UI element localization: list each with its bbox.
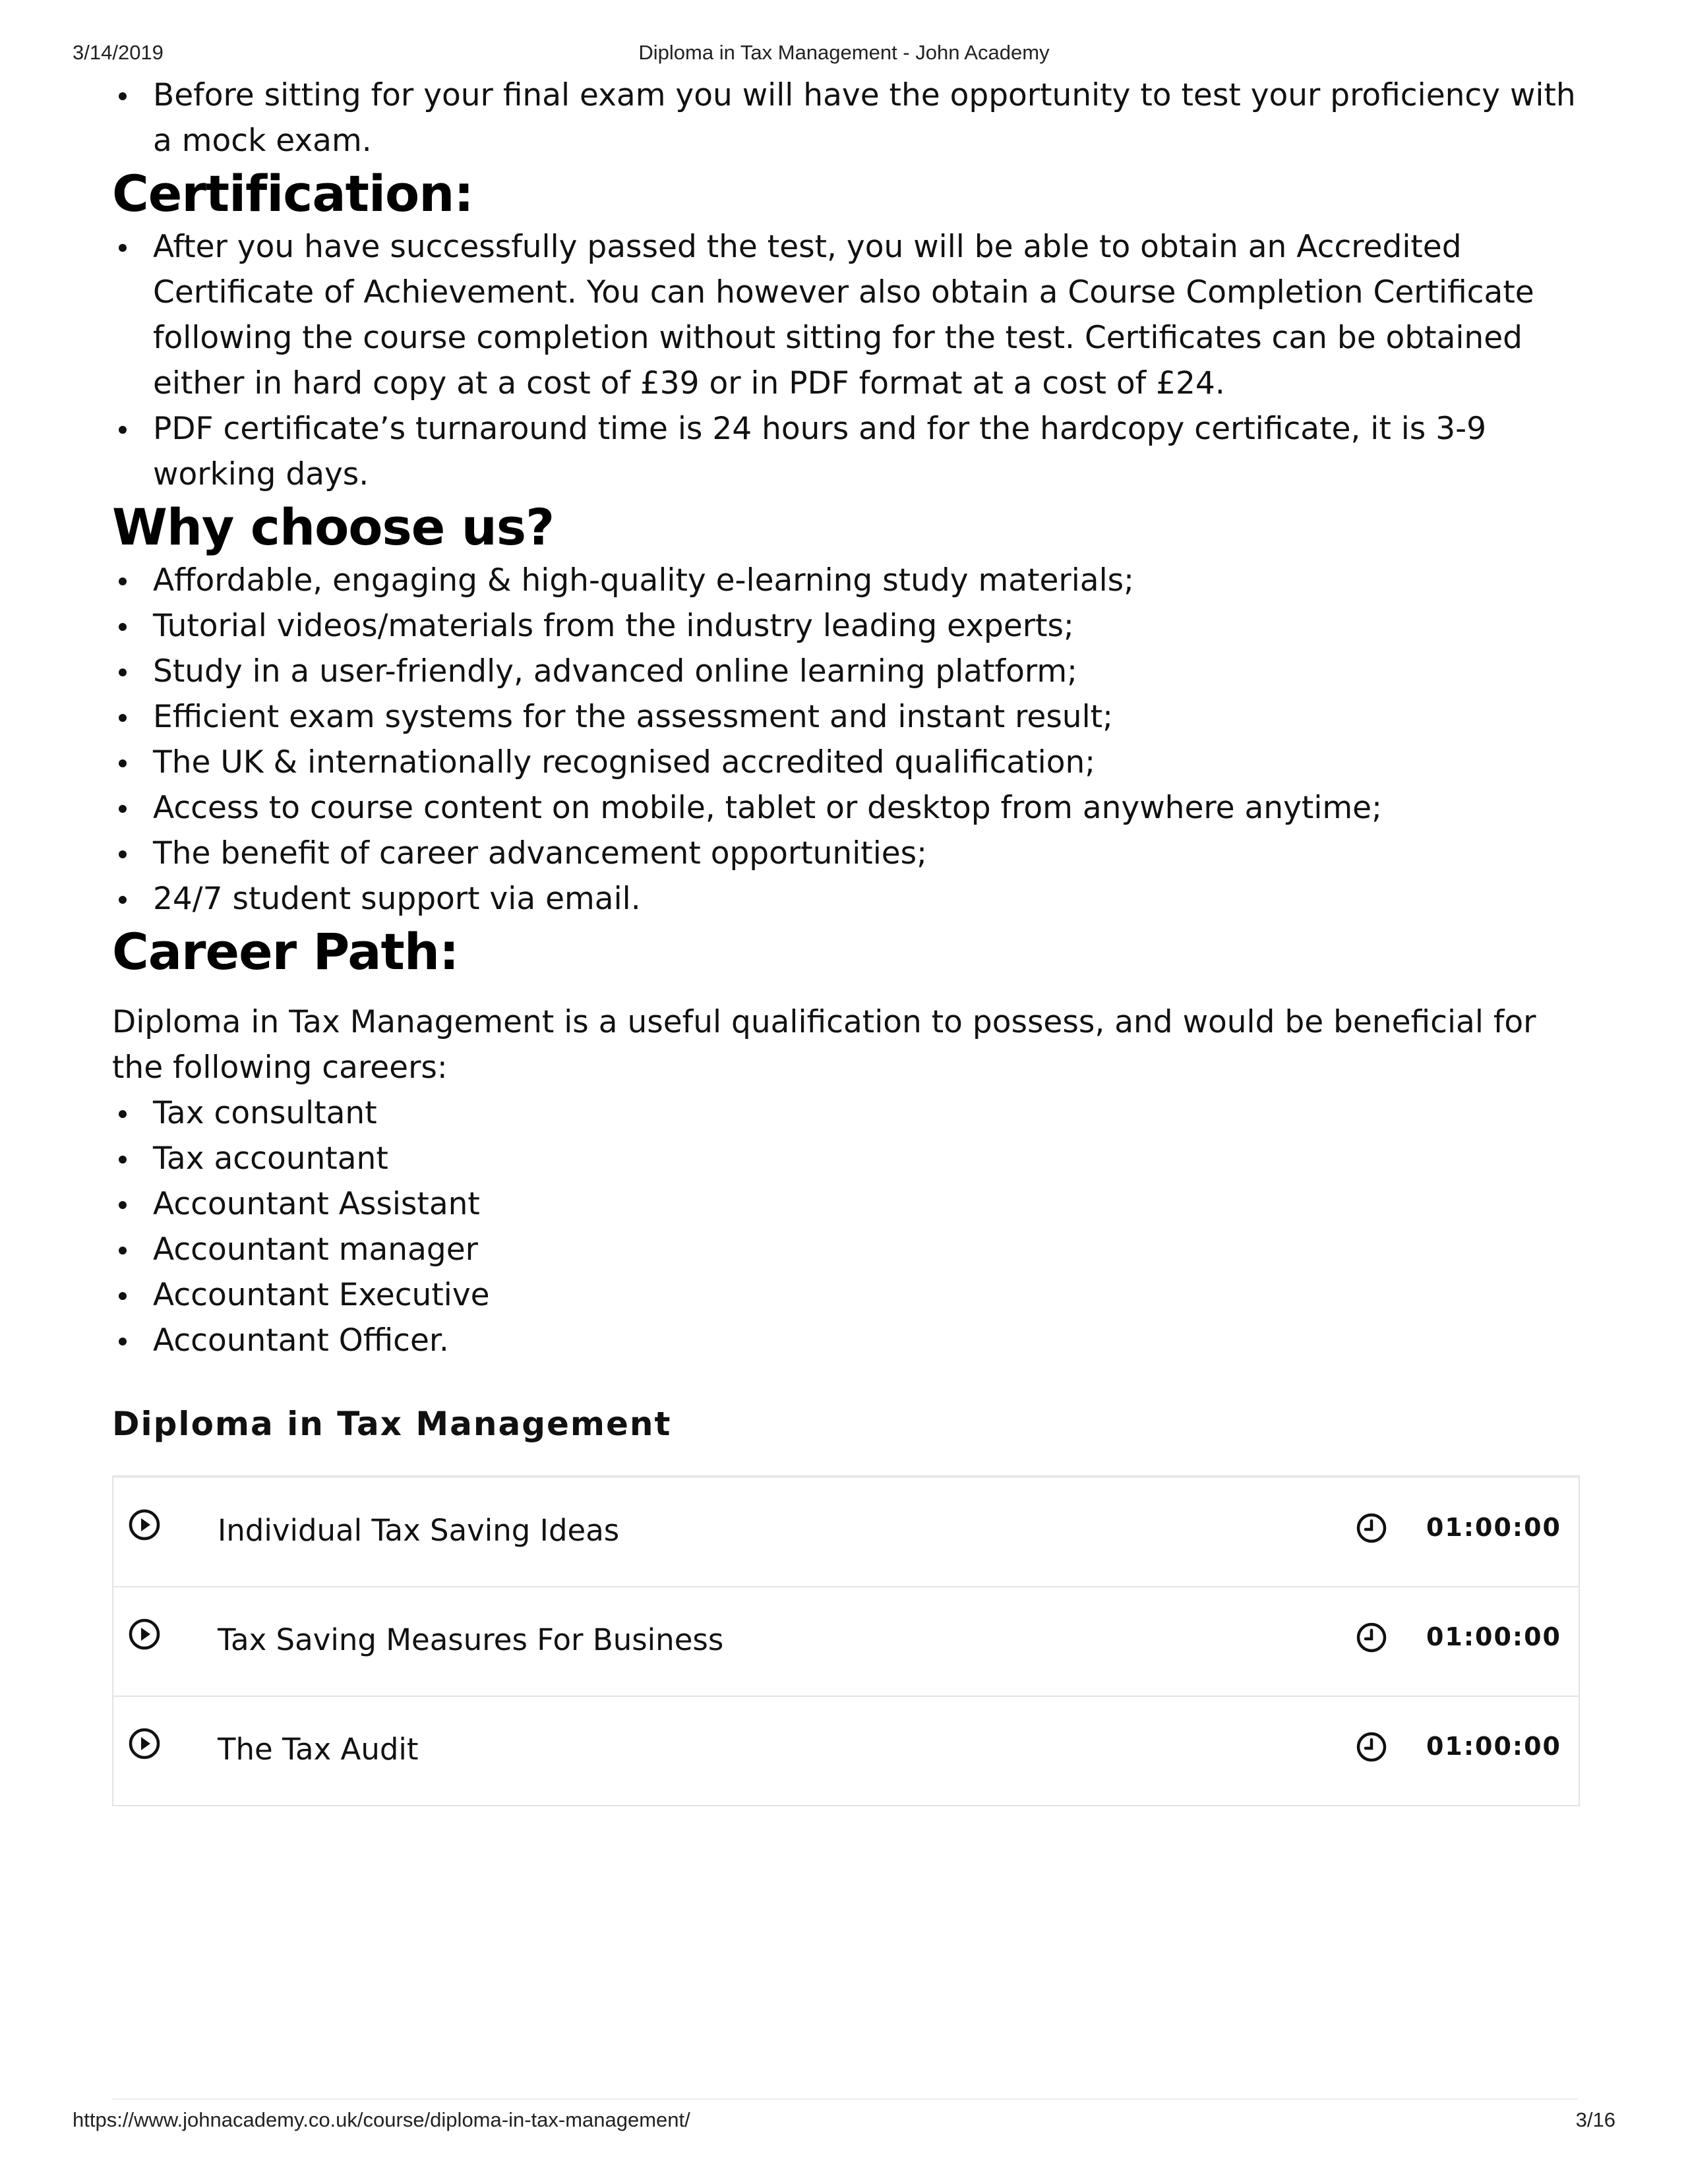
lesson-duration: 01:00:00 (1426, 1622, 1561, 1651)
print-footer (73, 2108, 1615, 2135)
list-item: PDF certificate’s turnaround time is 24 hours and for the hardcopy certificate, it is 3-9 working days. (112, 406, 1582, 497)
list-item: Accountant Officer. (112, 1318, 1582, 1363)
clock-icon (1356, 1731, 1387, 1763)
print-header (73, 41, 1615, 67)
curriculum-title: Diploma in Tax Management (112, 1405, 672, 1443)
lesson-title[interactable]: Individual Tax Saving Ideas (218, 1513, 620, 1548)
footer-divider (112, 2098, 1577, 2100)
why-choose-us-list (112, 558, 1582, 922)
list-item: Access to course content on mobile, tablet or desktop from anywhere anytime; (112, 785, 1582, 831)
list-item: The UK & internationally recognised accredited qualification; (112, 740, 1582, 785)
list-item: Accountant Assistant (112, 1181, 1582, 1227)
page-url: https://www.johnacademy.co.uk/course/diploma-in-tax-management/ (73, 2108, 690, 2131)
list-item: Tutorial videos/materials from the industry leading experts; (112, 603, 1582, 649)
list-item: Tax accountant (112, 1136, 1582, 1181)
lesson-duration: 01:00:00 (1426, 1513, 1561, 1542)
play-circle-icon[interactable] (128, 1727, 161, 1760)
list-item: 24/7 student support via email. (112, 876, 1582, 922)
list-item: Study in a user-friendly, advanced online learning platform; (112, 649, 1582, 694)
list-item: Accountant Executive (112, 1272, 1582, 1318)
certification-list (112, 224, 1582, 497)
print-page-title: Diploma in Tax Management - John Academy (638, 41, 1050, 64)
exam-info-list (112, 73, 1582, 163)
list-item: Efficient exam systems for the assessment and instant result; (112, 694, 1582, 740)
list-item: Tax consultant (112, 1090, 1582, 1136)
lesson-duration: 01:00:00 (1426, 1732, 1561, 1761)
career-path-text: Diploma in Tax Management is a useful qualification to possess, and would be beneficial for the following careers: (112, 1004, 1536, 1086)
curriculum-list (112, 1475, 1580, 1806)
certification-heading: Certification: (112, 164, 473, 223)
why-choose-us-heading: Why choose us? (112, 498, 555, 556)
clock-icon (1356, 1622, 1387, 1653)
play-circle-icon[interactable] (128, 1618, 161, 1651)
course-description (112, 73, 1582, 1806)
lesson-title[interactable]: The Tax Audit (218, 1732, 419, 1767)
page-number: 3/16 (1575, 2108, 1615, 2131)
list-item: The benefit of career advancement opportunities; (112, 831, 1582, 876)
list-item: Accountant manager (112, 1227, 1582, 1272)
curriculum-row[interactable] (113, 1477, 1579, 1587)
print-date: 3/14/2019 (73, 41, 164, 64)
lesson-title[interactable]: Tax Saving Measures For Business (218, 1622, 724, 1657)
curriculum-row[interactable] (113, 1697, 1579, 1805)
clock-icon (1356, 1512, 1387, 1544)
play-circle-icon[interactable] (128, 1508, 161, 1541)
career-path-heading: Career Path: (112, 922, 459, 981)
list-item: After you have successfully passed the test, you will be able to obtain an Accredited Certificate of Achievement. You can however also obtain a Course Completion Certificate following the course completion without sitting for the test. Certificates can be obtained either in hard copy at a cost of £39 or in PDF format at a cost of £24. (112, 224, 1582, 406)
list-item: Before sitting for your final exam you will have the opportunity to test your proficiency with a mock exam. (112, 73, 1582, 163)
list-item: Affordable, engaging & high-quality e-learning study materials; (112, 558, 1582, 603)
curriculum-row[interactable] (113, 1587, 1579, 1697)
career-list (112, 1090, 1582, 1363)
